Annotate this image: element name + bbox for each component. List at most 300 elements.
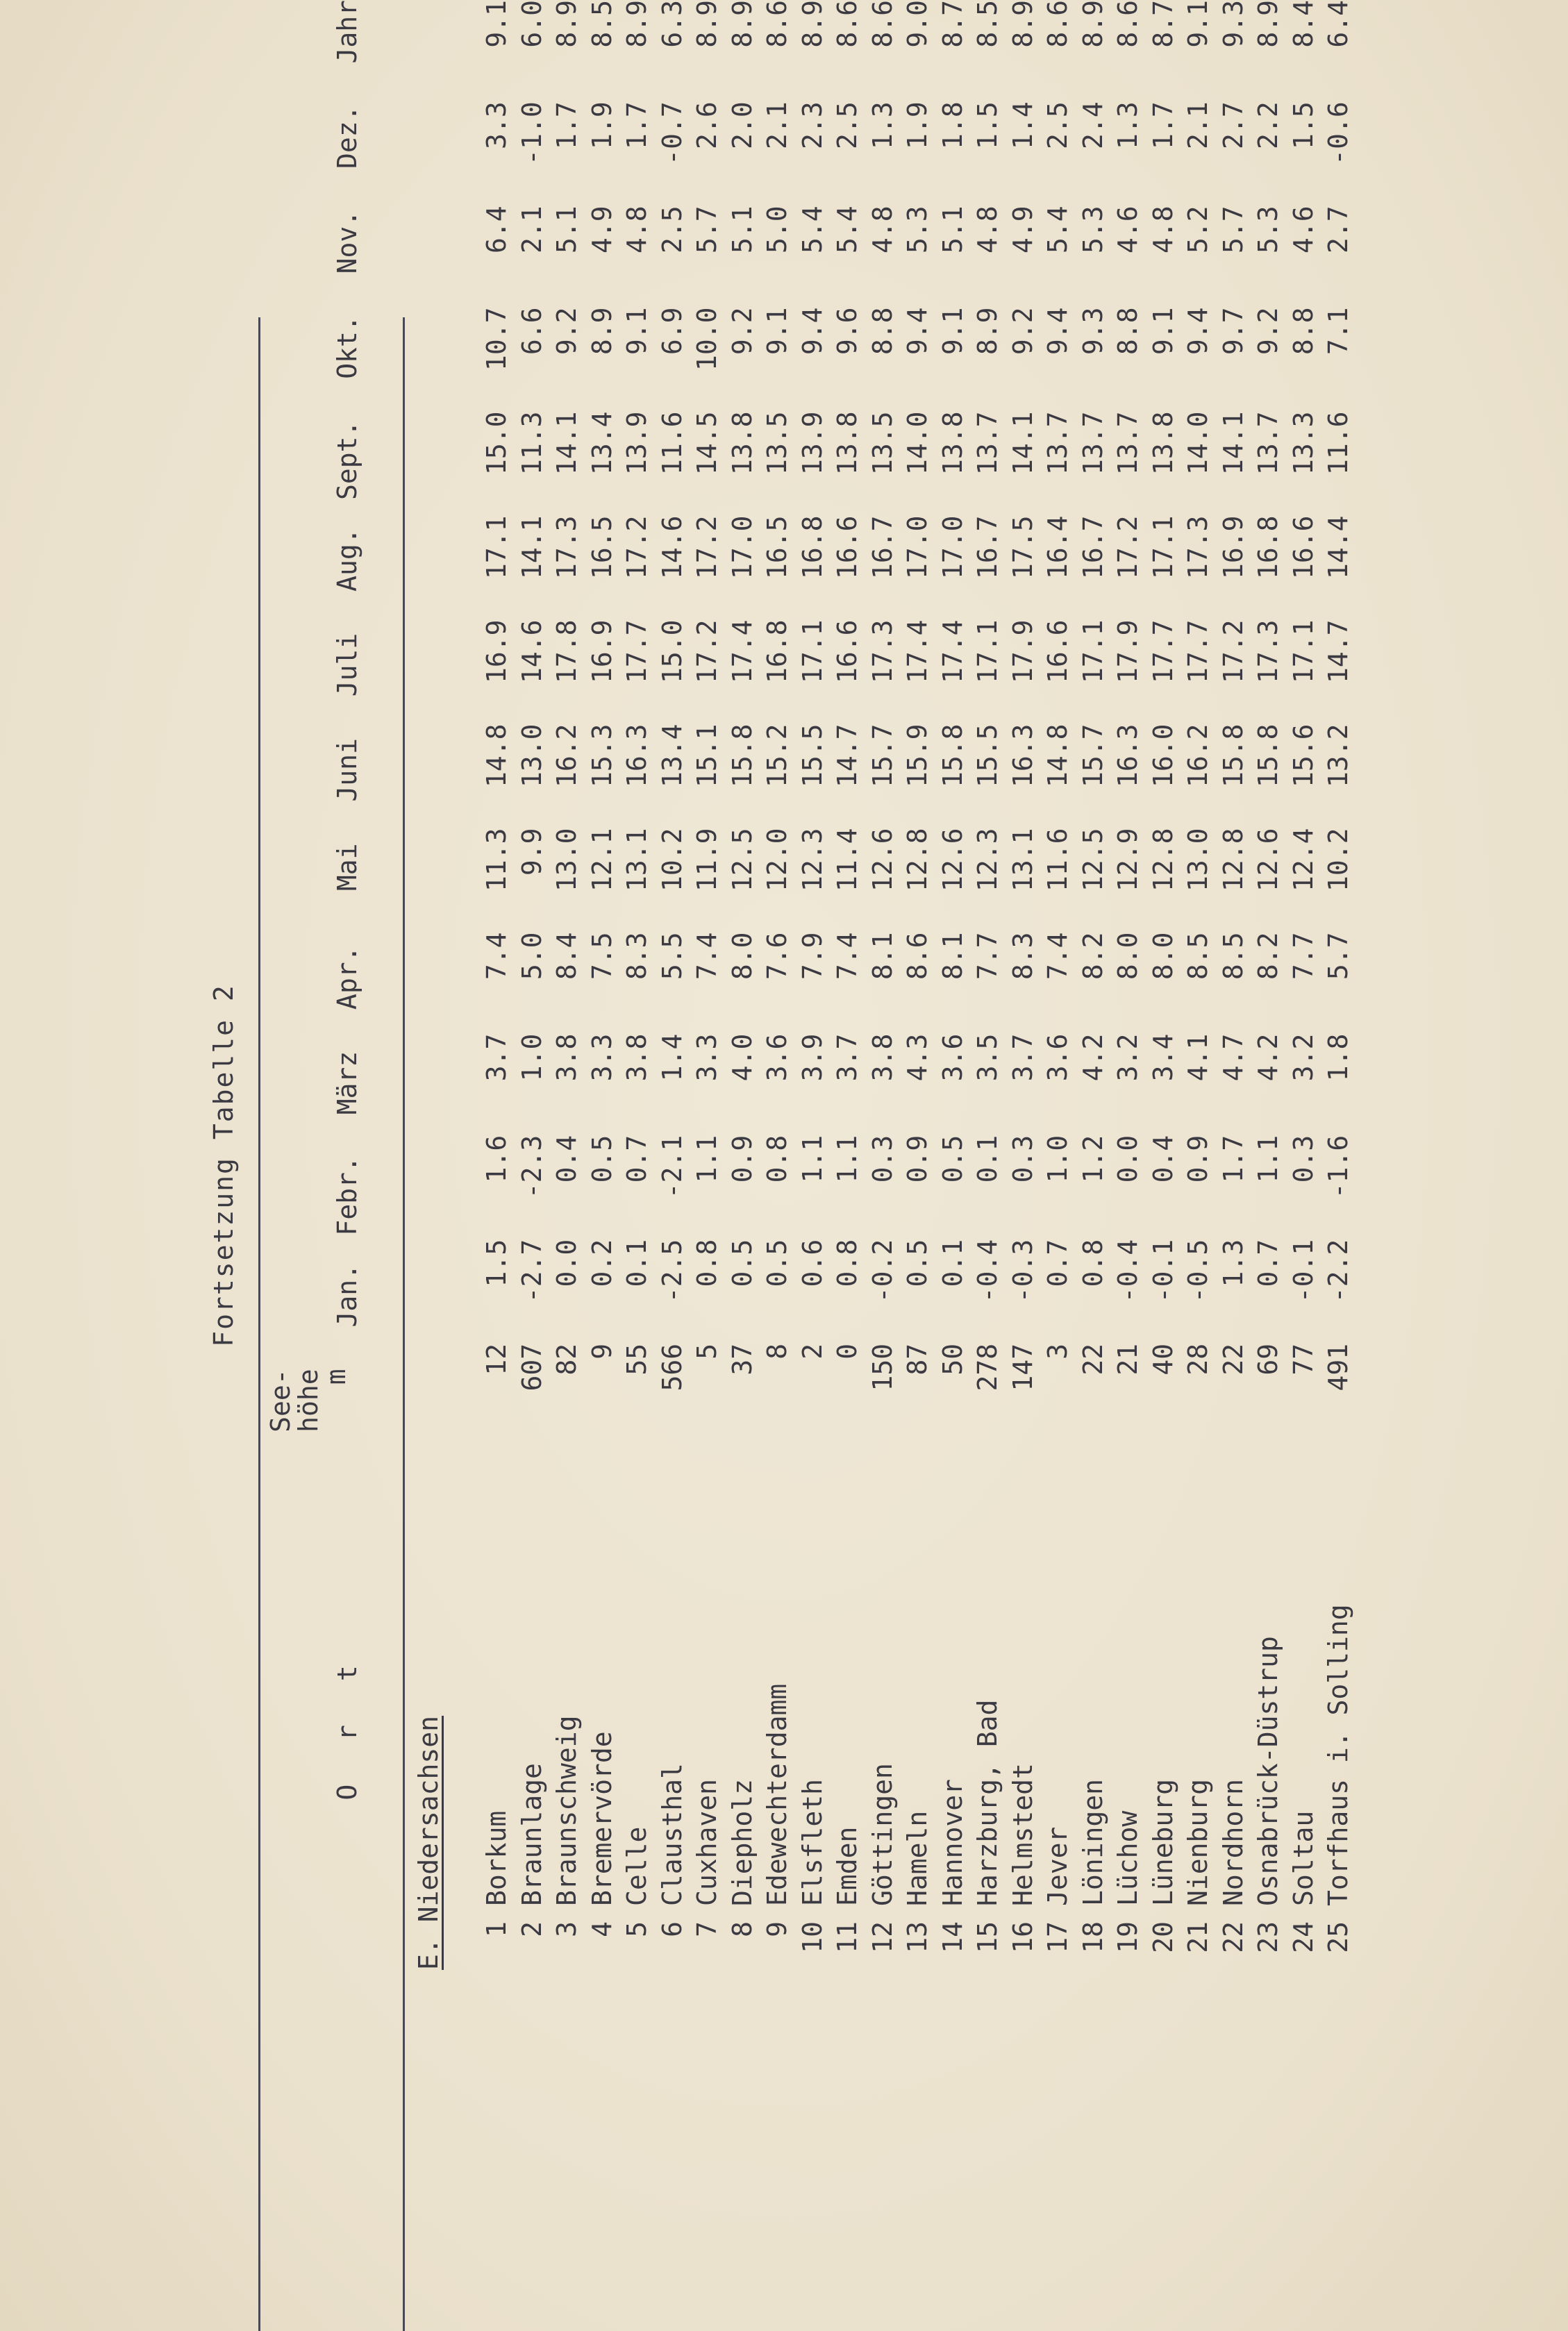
temperature-cell: 8.3 — [1007, 932, 1038, 980]
station-name: Osnabrück-Düstrup — [1253, 1636, 1283, 1906]
temperature-cell: 9.1 — [937, 307, 968, 356]
table-row — [619, 0, 655, 1970]
temperature-cell: 13.2 — [1323, 724, 1353, 788]
temperature-cell: 13.9 — [796, 411, 828, 475]
temperature-cell: 3.8 — [622, 1033, 652, 1082]
temperature-cell: 13.1 — [1007, 828, 1038, 892]
temperature-cell: 13.8 — [726, 411, 758, 475]
temperature-cell: 2.5 — [832, 101, 862, 149]
temperature-cell: 13.9 — [622, 411, 652, 475]
temperature-cell: 5.1 — [937, 206, 968, 253]
temperature-cell: 0.7 — [1042, 1239, 1073, 1287]
temperature-cell: 16.6 — [832, 619, 862, 683]
station-number: 5 — [622, 1921, 652, 1937]
temperature-cell: -0.4 — [972, 1239, 1003, 1303]
station-name: Helmstedt — [1007, 1763, 1038, 1906]
table-row — [1040, 0, 1076, 1970]
temperature-cell: 13.7 — [1077, 411, 1108, 475]
climate-data-table — [479, 0, 1356, 1970]
temperature-cell: 17.9 — [1007, 619, 1038, 683]
table-row — [865, 0, 901, 1970]
temperature-cell: 2.2 — [1253, 101, 1283, 149]
temperature-cell: 16.2 — [551, 724, 582, 788]
header-seehoehe — [267, 1369, 361, 1481]
temperature-cell: 8.6 — [867, 0, 898, 48]
temperature-cell: -0.6 — [1323, 101, 1353, 165]
temperature-cell: 12.8 — [902, 828, 933, 892]
station-number: 8 — [726, 1921, 758, 1937]
temperature-cell: 0.8 — [1077, 1239, 1108, 1287]
temperature-cell: 10.7 — [481, 307, 512, 371]
temperature-cell: 3.2 — [1112, 1033, 1143, 1082]
station-cell — [479, 1453, 515, 1970]
station-number: 11 — [832, 1921, 862, 1953]
temperature-cell: 12.8 — [1147, 828, 1178, 892]
station-cell — [760, 1453, 795, 1970]
temperature-cell: 11.9 — [692, 828, 722, 892]
header-year: Jahr — [332, 0, 362, 64]
temperature-cell: 14.6 — [656, 515, 687, 579]
temperature-cell: 16.6 — [832, 515, 862, 579]
station-name: Lüchow — [1112, 1810, 1143, 1906]
temperature-cell: 1.9 — [902, 101, 933, 149]
temperature-cell: 16.9 — [586, 619, 617, 683]
station-cell — [1040, 1453, 1076, 1970]
station-name: Edewechterdamm — [762, 1683, 792, 1906]
temperature-cell: 1.1 — [1253, 1135, 1283, 1183]
temperature-cell: 9.1 — [1183, 0, 1213, 48]
station-cell — [1006, 1453, 1041, 1970]
temperature-cell: 14.7 — [832, 724, 862, 788]
header-may: Mai — [332, 843, 362, 892]
temperature-cell: 4.6 — [1287, 206, 1319, 253]
temperature-cell: 2.7 — [1217, 101, 1249, 149]
temperature-cell: 9.2 — [726, 307, 758, 356]
table-row — [1146, 0, 1181, 1970]
header-dec: Dez. — [332, 105, 362, 169]
station-cell — [690, 1453, 725, 1970]
elevation-cell: 37 — [726, 1343, 758, 1376]
station-cell — [515, 1453, 550, 1970]
temperature-cell: 2.5 — [656, 206, 687, 253]
temperature-cell: 3.9 — [796, 1033, 828, 1082]
table-row — [970, 0, 1006, 1970]
temperature-cell: 4.9 — [586, 206, 617, 253]
elevation-cell: 566 — [656, 1343, 687, 1392]
temperature-cell: 9.4 — [902, 307, 933, 356]
temperature-cell: 15.0 — [481, 411, 512, 475]
temperature-cell: 8.1 — [937, 932, 968, 980]
station-number: 15 — [972, 1921, 1003, 1953]
temperature-cell: 8.9 — [1077, 0, 1108, 48]
temperature-cell: 16.4 — [1042, 515, 1073, 579]
station-name: Jever — [1042, 1826, 1073, 1906]
header-aug: Aug. — [332, 528, 362, 592]
table-row — [515, 0, 550, 1970]
temperature-cell: 3.4 — [1147, 1033, 1178, 1082]
temperature-cell: 15.8 — [726, 724, 758, 788]
temperature-cell: 13.8 — [832, 411, 862, 475]
temperature-cell: 8.9 — [622, 0, 652, 48]
temperature-cell: 7.4 — [481, 932, 512, 980]
station-cell — [655, 1453, 690, 1970]
temperature-cell: 8.9 — [551, 0, 582, 48]
temperature-cell: 1.7 — [1217, 1135, 1249, 1183]
temperature-cell: 1.4 — [656, 1033, 687, 1082]
header-jul: Juli — [332, 633, 362, 697]
temperature-cell: 12.9 — [1112, 828, 1143, 892]
header-top-rule — [258, 317, 260, 2331]
temperature-cell: 15.5 — [796, 724, 828, 788]
temperature-cell: 17.7 — [1147, 619, 1178, 683]
temperature-cell: 3.7 — [832, 1033, 862, 1082]
station-number: 12 — [867, 1921, 898, 1953]
temperature-cell: 2.3 — [796, 101, 828, 149]
temperature-cell: 0.1 — [972, 1135, 1003, 1183]
temperature-cell: 4.1 — [1183, 1033, 1213, 1082]
temperature-cell: 15.8 — [1253, 724, 1283, 788]
section-heading: E. Niedersachsen — [413, 1715, 444, 1970]
temperature-cell: 0.3 — [1287, 1135, 1319, 1183]
station-number: 9 — [762, 1921, 792, 1937]
temperature-cell: 0.8 — [692, 1239, 722, 1287]
station-cell — [585, 1453, 620, 1970]
temperature-cell: 2.1 — [1183, 101, 1213, 149]
temperature-cell: 7.9 — [796, 932, 828, 980]
station-cell — [1146, 1453, 1181, 1970]
temperature-cell: 11.6 — [1042, 828, 1073, 892]
elevation-cell: 21 — [1112, 1343, 1143, 1376]
station-name: Nienburg — [1183, 1778, 1213, 1906]
temperature-cell: 0.7 — [1253, 1239, 1283, 1287]
temperature-cell: 0.5 — [762, 1239, 792, 1287]
table-row — [1321, 0, 1356, 1970]
temperature-cell: 16.5 — [586, 515, 617, 579]
temperature-cell: 17.2 — [692, 619, 722, 683]
temperature-cell: 9.9 — [516, 828, 547, 876]
temperature-cell: 4.2 — [1077, 1033, 1108, 1082]
temperature-cell: 7.4 — [1042, 932, 1073, 980]
temperature-cell: 8.9 — [1253, 0, 1283, 48]
temperature-cell: 14.5 — [692, 411, 722, 475]
temperature-cell: 17.7 — [1183, 619, 1213, 683]
temperature-cell: 3.6 — [937, 1033, 968, 1082]
temperature-cell: 9.7 — [1217, 307, 1249, 356]
temperature-cell: 0.5 — [937, 1135, 968, 1183]
station-cell — [900, 1453, 935, 1970]
elevation-cell: 22 — [1217, 1343, 1249, 1376]
elevation-cell: 22 — [1077, 1343, 1108, 1376]
temperature-cell: 3.6 — [762, 1033, 792, 1082]
temperature-cell: 7.4 — [832, 932, 862, 980]
temperature-cell: 5.3 — [1253, 206, 1283, 253]
temperature-cell: 15.7 — [1077, 724, 1108, 788]
header-feb: Febr. — [332, 1156, 362, 1236]
temperature-cell: 11.3 — [481, 828, 512, 892]
table-row — [585, 0, 620, 1970]
temperature-cell: 1.3 — [1217, 1239, 1249, 1287]
temperature-cell: 16.3 — [622, 724, 652, 788]
temperature-cell: 1.4 — [1007, 101, 1038, 149]
temperature-cell: 0.5 — [902, 1239, 933, 1287]
temperature-cell: -1.0 — [516, 101, 547, 165]
temperature-cell: 8.8 — [867, 307, 898, 356]
elevation-cell: 77 — [1287, 1343, 1319, 1376]
station-cell — [549, 1453, 585, 1970]
temperature-cell: 7.4 — [692, 932, 722, 980]
temperature-cell: 8.8 — [1287, 307, 1319, 356]
elevation-cell: 0 — [832, 1343, 862, 1360]
temperature-cell: 12.3 — [972, 828, 1003, 892]
station-name: Hameln — [902, 1810, 933, 1906]
temperature-cell: 2.0 — [726, 101, 758, 149]
temperature-cell: -2.1 — [656, 1135, 687, 1199]
temperature-cell: -2.5 — [656, 1239, 687, 1303]
station-name: Lüneburg — [1147, 1778, 1178, 1906]
temperature-cell: 13.3 — [1287, 411, 1319, 475]
temperature-cell: 11.6 — [1323, 411, 1353, 475]
temperature-cell: 3.3 — [586, 1033, 617, 1082]
station-name: Elsfleth — [796, 1778, 828, 1906]
station-name: Cuxhaven — [692, 1778, 722, 1906]
temperature-cell: 16.8 — [1253, 515, 1283, 579]
temperature-cell: 4.0 — [726, 1033, 758, 1082]
temperature-cell: 14.1 — [1007, 411, 1038, 475]
station-number: 14 — [937, 1921, 968, 1953]
temperature-cell: 3.3 — [481, 101, 512, 149]
temperature-cell: 1.9 — [586, 101, 617, 149]
station-name: Göttingen — [867, 1763, 898, 1906]
header-jun: Juni — [332, 738, 362, 802]
temperature-cell: 15.9 — [902, 724, 933, 788]
temperature-cell: 8.5 — [586, 0, 617, 48]
temperature-cell: 8.0 — [726, 932, 758, 980]
temperature-cell: 9.2 — [1253, 307, 1283, 356]
temperature-cell: 8.5 — [972, 0, 1003, 48]
temperature-cell: 3.2 — [1287, 1033, 1319, 1082]
temperature-cell: 6.9 — [656, 307, 687, 356]
elevation-cell: 40 — [1147, 1343, 1178, 1376]
temperature-cell: 9.4 — [796, 307, 828, 356]
header-row — [267, 0, 361, 1970]
temperature-cell: 13.5 — [762, 411, 792, 475]
station-number: 20 — [1147, 1921, 1178, 1953]
header-jan: Jan. — [332, 1263, 362, 1328]
station-number: 17 — [1042, 1921, 1073, 1953]
temperature-cell: 8.6 — [762, 0, 792, 48]
temperature-cell: 8.6 — [1042, 0, 1073, 48]
temperature-cell: 8.5 — [1217, 932, 1249, 980]
temperature-cell: 5.4 — [1042, 206, 1073, 253]
temperature-cell: 0.9 — [1183, 1135, 1213, 1183]
temperature-cell: 8.4 — [1287, 0, 1319, 48]
temperature-cell: 5.4 — [832, 206, 862, 253]
temperature-cell: 12.8 — [1217, 828, 1249, 892]
temperature-cell: 16.8 — [796, 515, 828, 579]
temperature-cell: 3.6 — [1042, 1033, 1073, 1082]
temperature-cell: 17.8 — [551, 619, 582, 683]
temperature-cell: 6.6 — [516, 307, 547, 356]
temperature-cell: 8.2 — [1253, 932, 1283, 980]
temperature-cell: 13.8 — [1147, 411, 1178, 475]
station-number: 3 — [551, 1921, 582, 1937]
temperature-cell: 15.6 — [1287, 724, 1319, 788]
temperature-cell: 4.8 — [972, 206, 1003, 253]
station-name: Nordhorn — [1217, 1778, 1249, 1906]
temperature-cell: 5.0 — [516, 932, 547, 980]
temperature-cell: 17.1 — [481, 515, 512, 579]
station-cell — [1286, 1453, 1321, 1970]
table-row — [1286, 0, 1321, 1970]
temperature-cell: 5.7 — [1323, 932, 1353, 980]
temperature-cell: 5.1 — [726, 206, 758, 253]
table-row — [900, 0, 935, 1970]
temperature-cell: 4.8 — [1147, 206, 1178, 253]
station-name: Celle — [622, 1826, 652, 1906]
station-cell — [1076, 1453, 1111, 1970]
temperature-cell: 1.8 — [937, 101, 968, 149]
temperature-cell: 6.4 — [481, 206, 512, 253]
temperature-cell: 14.4 — [1323, 515, 1353, 579]
temperature-cell: 15.5 — [972, 724, 1003, 788]
elevation-cell: 87 — [902, 1343, 933, 1376]
elevation-cell: 607 — [516, 1343, 547, 1392]
temperature-cell: 12.1 — [586, 828, 617, 892]
temperature-cell: 5.7 — [692, 206, 722, 253]
temperature-cell: 4.7 — [1217, 1033, 1249, 1082]
temperature-cell: 5.2 — [1183, 206, 1213, 253]
temperature-cell: 16.5 — [762, 515, 792, 579]
temperature-cell: 0.9 — [726, 1135, 758, 1183]
temperature-cell: 17.5 — [1007, 515, 1038, 579]
station-name: Borkum — [481, 1810, 512, 1906]
temperature-cell: 16.2 — [1183, 724, 1213, 788]
temperature-cell: 3.5 — [972, 1033, 1003, 1082]
temperature-cell: 13.0 — [551, 828, 582, 892]
station-name: Hannover — [937, 1778, 968, 1906]
temperature-cell: 7.5 — [586, 932, 617, 980]
temperature-cell: 1.6 — [481, 1135, 512, 1183]
temperature-cell: 0.3 — [867, 1135, 898, 1183]
temperature-cell: 7.6 — [762, 932, 792, 980]
table-row — [935, 0, 971, 1970]
temperature-cell: 16.9 — [1217, 515, 1249, 579]
temperature-cell: 17.2 — [1217, 619, 1249, 683]
temperature-cell: 3.8 — [551, 1033, 582, 1082]
temperature-cell: 15.8 — [1217, 724, 1249, 788]
temperature-cell: 1.1 — [832, 1135, 862, 1183]
temperature-cell: 1.1 — [692, 1135, 722, 1183]
temperature-cell: 4.9 — [1007, 206, 1038, 253]
temperature-cell: 4.6 — [1112, 206, 1143, 253]
station-cell — [1251, 1453, 1286, 1970]
temperature-cell: 12.6 — [937, 828, 968, 892]
temperature-cell: 3.7 — [1007, 1033, 1038, 1082]
temperature-cell: 9.4 — [1183, 307, 1213, 356]
temperature-cell: -0.1 — [1287, 1239, 1319, 1303]
station-name: Harzburg, Bad — [972, 1699, 1003, 1906]
temperature-cell: 2.1 — [762, 101, 792, 149]
temperature-cell: 17.0 — [726, 515, 758, 579]
temperature-cell: -0.4 — [1112, 1239, 1143, 1303]
temperature-cell: 12.5 — [1077, 828, 1108, 892]
temperature-cell: 15.0 — [656, 619, 687, 683]
table-caption: Fortsetzung Tabelle 2 — [208, 984, 239, 1347]
station-number: 25 — [1323, 1921, 1353, 1953]
station-cell — [725, 1453, 760, 1970]
temperature-cell: 16.7 — [867, 515, 898, 579]
temperature-cell: 9.1 — [481, 0, 512, 48]
temperature-cell: 8.6 — [832, 0, 862, 48]
temperature-cell: 8.1 — [867, 932, 898, 980]
header-mar: März — [332, 1051, 362, 1115]
temperature-cell: 15.1 — [692, 724, 722, 788]
temperature-cell: 17.3 — [867, 619, 898, 683]
temperature-cell: 13.4 — [586, 411, 617, 475]
temperature-cell: 12.3 — [796, 828, 828, 892]
station-name: Torfhaus i. Solling — [1323, 1604, 1353, 1906]
temperature-cell: 3.8 — [867, 1033, 898, 1082]
station-number: 7 — [692, 1921, 722, 1937]
temperature-cell: -0.3 — [1007, 1239, 1038, 1303]
temperature-cell: 2.1 — [516, 206, 547, 253]
temperature-cell: 13.5 — [867, 411, 898, 475]
temperature-cell: 6.0 — [516, 0, 547, 48]
temperature-cell: 8.8 — [1112, 307, 1143, 356]
temperature-cell: 14.7 — [1323, 619, 1353, 683]
temperature-cell: 11.6 — [656, 411, 687, 475]
table-row — [1216, 0, 1251, 1970]
temperature-cell: 8.9 — [796, 0, 828, 48]
temperature-cell: 13.8 — [937, 411, 968, 475]
temperature-cell: -0.7 — [656, 101, 687, 165]
table-row — [479, 0, 515, 1970]
temperature-cell: 16.6 — [1287, 515, 1319, 579]
temperature-cell: 14.8 — [1042, 724, 1073, 788]
header-nov: Nov. — [332, 210, 362, 274]
temperature-cell: 13.1 — [622, 828, 652, 892]
temperature-cell: -0.2 — [867, 1239, 898, 1303]
temperature-cell: 0.6 — [796, 1239, 828, 1287]
temperature-cell: 1.7 — [622, 101, 652, 149]
temperature-cell: 17.4 — [726, 619, 758, 683]
table-row — [1251, 0, 1286, 1970]
station-cell — [1181, 1453, 1216, 1970]
temperature-cell: 17.3 — [1253, 619, 1283, 683]
temperature-cell: 5.1 — [551, 206, 582, 253]
temperature-cell: 0.4 — [551, 1135, 582, 1183]
column-header-table — [267, 0, 361, 1970]
table-row — [1006, 0, 1041, 1970]
temperature-cell: 3.7 — [481, 1033, 512, 1082]
temperature-cell: -0.5 — [1183, 1239, 1213, 1303]
temperature-cell: 1.7 — [551, 101, 582, 149]
temperature-cell: 5.0 — [762, 206, 792, 253]
elevation-cell: 491 — [1323, 1343, 1353, 1392]
temperature-cell: 1.8 — [1323, 1033, 1353, 1082]
header-seehoehe-line2: höhe — [293, 1369, 324, 1432]
station-number: 23 — [1253, 1921, 1283, 1953]
temperature-cell: 7.7 — [1287, 932, 1319, 980]
temperature-cell: 16.3 — [1112, 724, 1143, 788]
station-number: 24 — [1287, 1921, 1319, 1953]
temperature-cell: 0.7 — [622, 1135, 652, 1183]
temperature-cell: 13.7 — [972, 411, 1003, 475]
temperature-cell: 17.3 — [1183, 515, 1213, 579]
temperature-cell: 16.3 — [1007, 724, 1038, 788]
table-row — [655, 0, 690, 1970]
station-name: Bremervörde — [586, 1731, 617, 1906]
